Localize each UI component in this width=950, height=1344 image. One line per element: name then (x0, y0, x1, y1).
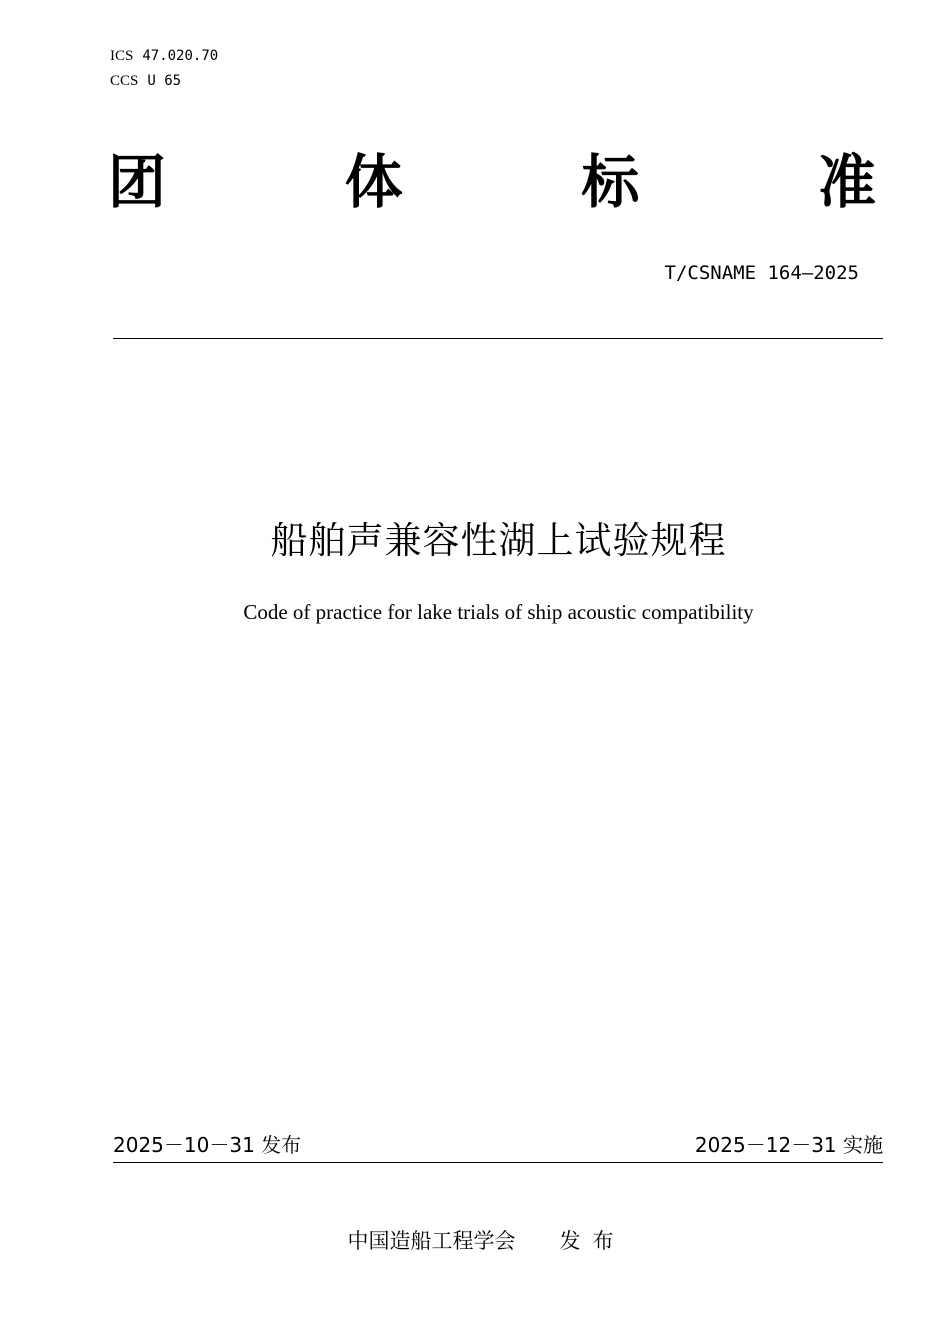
ics-value: 47.020.70 (142, 48, 219, 64)
publisher-line (0, 1226, 950, 1256)
ccs-value: U 65 (147, 73, 182, 89)
standard-type-char: 标 (581, 148, 640, 216)
ics-code (110, 47, 218, 65)
publish-label: 发布 (559, 1229, 626, 1253)
issue-date: 2025－10－31 发布 (113, 1133, 302, 1157)
standard-type-char: 体 (344, 148, 403, 216)
standard-type-char: 团 (108, 148, 167, 216)
bottom-divider (113, 1162, 883, 1163)
implementation-date: 2025－12－31 实施 (694, 1133, 883, 1157)
document-title-english: Code of practice for lake trials of ship acoustic compatibility (243, 600, 754, 624)
document-title-chinese: 船舶声兼容性湖上试验规程 (270, 519, 727, 562)
standard-type-char: 准 (817, 148, 876, 216)
top-divider (113, 338, 883, 339)
ccs-code (110, 72, 181, 90)
ccs-label: CCS (110, 73, 139, 89)
ics-label: ICS (110, 48, 134, 64)
publisher-name: 中国造船工程学会 (347, 1229, 516, 1253)
standard-type-heading (108, 146, 876, 218)
standard-number: T/CSNAME 164—2025 (664, 262, 859, 284)
